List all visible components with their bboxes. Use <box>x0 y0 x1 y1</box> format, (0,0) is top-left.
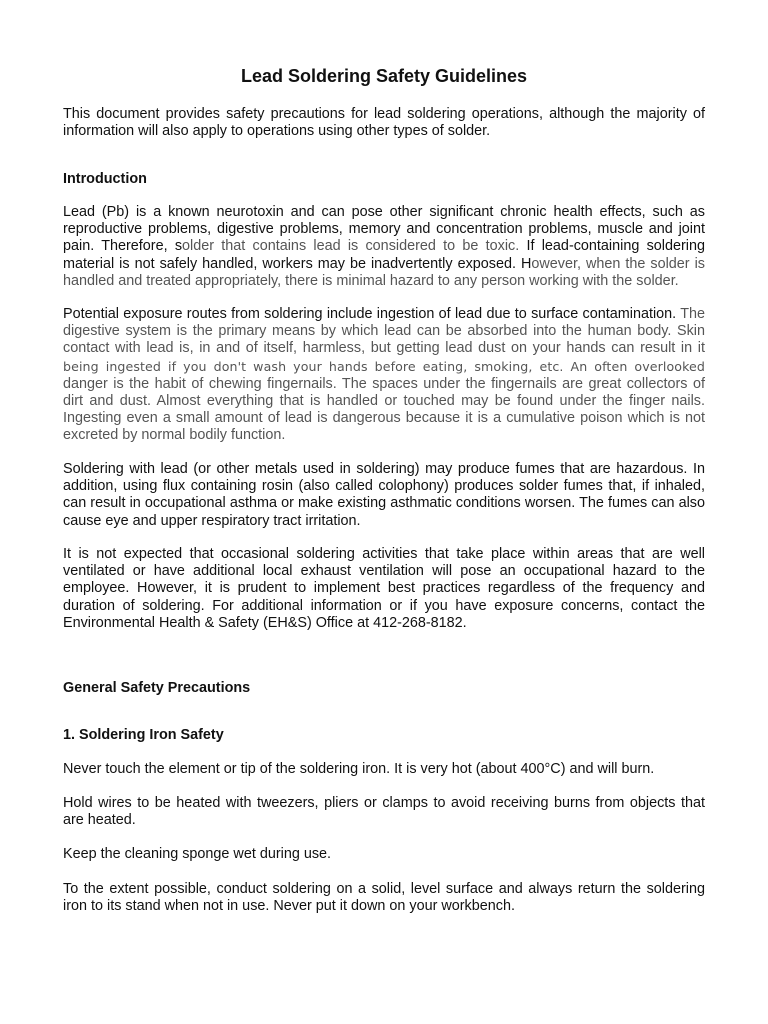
introduction-heading: Introduction <box>63 171 147 187</box>
intro-p1-part-c: If lead-containing soldering material is not safely handled, workers may be inadvertently exposed. H <box>63 238 705 272</box>
precaution-item-1: Never touch the element or tip of the soldering iron. It is very hot (about 400°C) and will burn. <box>63 761 655 777</box>
general-precautions-heading: General Safety Precautions <box>63 680 251 696</box>
intro-p1-part-a: Lead (Pb) is a known neurotoxin and can pose other significant chronic health effects, such as reproductive problems, digestive problems, memory and concentration problems, muscle and joint pain. Therefore, s <box>63 204 705 255</box>
document-title: Lead Soldering Safety Guidelines <box>240 66 528 86</box>
introduction-paragraph-2 <box>63 306 705 445</box>
intro-p1-part-b: older that contains lead is considered to be toxic. <box>182 238 520 255</box>
introduction-paragraph-4: It is not expected that occasional soldering activities that take place within areas that are well ventilated or have additional local exhaust ventilation will pose an occupational hazard to the employee. However, it is prudent to implement best practices regardless of the frequency and duration of soldering. For additional information or if you have exposure concerns, contact the Environmental Health & Safety (EH&S) Office at 412-268-8182. <box>63 546 705 631</box>
intro-p1-part-d: owever, when the solder is handled and treated appropriately, there is minimal hazard to any person working with the solder. <box>63 255 705 289</box>
intro-p2-part-b: The digestive system is the primary means by which lead can be absorbed into the human body. Skin contact with lead is, in and of itself, harmless, but getting lead dust on your hands can result in it <box>63 306 705 357</box>
introduction-paragraph-1 <box>63 204 705 290</box>
precaution-item-3: Keep the cleaning sponge wet during use. <box>63 846 332 862</box>
soldering-iron-safety-heading: 1. Soldering Iron Safety <box>63 727 224 743</box>
intro-paragraph: This document provides safety precautions for lead soldering operations, although the majority of information will also apply to operations using other types of solder. <box>63 106 705 140</box>
intro-p2-part-d: danger is the habit of chewing fingernails. The spaces under the fingernails are great collectors of dirt and dust. Almost everything that is handled or touched may be found under the finger nails. Ingesting even a small amount of lead is dangerous because it is a cumulative poison which is not excreted by normal bodily function. <box>63 375 705 444</box>
introduction-paragraph-3: Soldering with lead (or other metals used in soldering) may produce fumes that are hazardous. In addition, using flux containing rosin (also called colophony) produces solder fumes that, if inhaled, can result in occupational asthma or make existing asthmatic conditions worsen. The fumes can also cause eye and upper respiratory tract irritation. <box>63 461 705 529</box>
precaution-item-2: Hold wires to be heated with tweezers, pliers or clamps to avoid receiving burns from objects that are heated. <box>63 795 705 829</box>
intro-p2-part-c: being ingested if you don't wash your hands before eating, smoking, etc. An often overlooked <box>63 358 705 374</box>
intro-p2-part-a: Potential exposure routes from soldering include ingestion of lead due to surface contamination. <box>63 306 677 322</box>
precaution-item-4: To the extent possible, conduct soldering on a solid, level surface and always return the soldering iron to its stand when not in use. Never put it down on your workbench. <box>63 881 705 915</box>
